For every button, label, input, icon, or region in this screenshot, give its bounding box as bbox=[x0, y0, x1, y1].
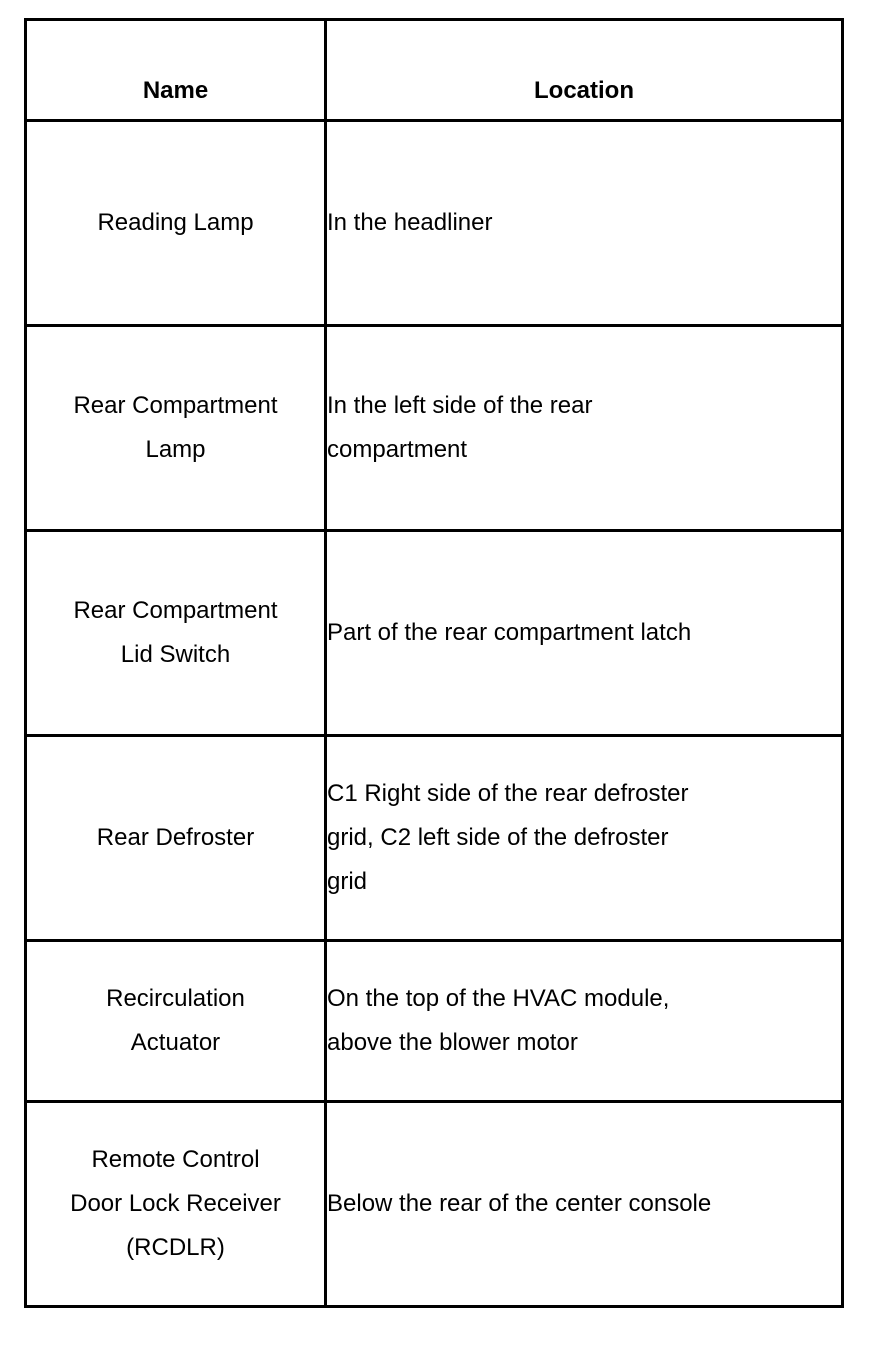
name-text: (RCDLR) bbox=[126, 1234, 225, 1261]
name-text: Recirculation bbox=[106, 985, 245, 1012]
header-location: Location bbox=[326, 20, 843, 121]
name-text: Door Lock Receiver bbox=[70, 1190, 281, 1217]
name-cell bbox=[26, 1102, 326, 1307]
name-text: Reading Lamp bbox=[97, 209, 254, 236]
location-text: Below the rear of the center console bbox=[327, 1190, 712, 1217]
name-text: Rear Defroster bbox=[96, 824, 255, 851]
name-text: Lamp bbox=[145, 436, 206, 463]
name-text: Remote Control bbox=[91, 1146, 260, 1173]
location-text: In the left side of the rear bbox=[327, 392, 593, 419]
table-row bbox=[26, 326, 843, 531]
location-cell bbox=[326, 326, 843, 531]
location-text: Part of the rear compartment latch bbox=[327, 619, 692, 646]
location-text: On the top of the HVAC module, bbox=[327, 985, 670, 1012]
name-cell bbox=[26, 531, 326, 736]
header-name: Name bbox=[26, 20, 326, 121]
location-text: compartment bbox=[327, 436, 468, 463]
location-cell bbox=[326, 941, 843, 1102]
name-cell bbox=[26, 121, 326, 326]
name-cell bbox=[26, 736, 326, 941]
location-cell bbox=[326, 121, 843, 326]
location-text: grid, C2 left side of the defroster bbox=[327, 824, 669, 851]
name-cell bbox=[26, 326, 326, 531]
location-text: grid bbox=[327, 868, 368, 895]
table-row bbox=[26, 531, 843, 736]
location-cell bbox=[326, 1102, 843, 1307]
table-row bbox=[26, 941, 843, 1102]
location-text: above the blower motor bbox=[327, 1029, 578, 1056]
table-header-row bbox=[26, 20, 843, 121]
name-cell bbox=[26, 941, 326, 1102]
table-row bbox=[26, 1102, 843, 1307]
name-text: Actuator bbox=[130, 1029, 221, 1056]
name-text: Rear Compartment bbox=[73, 392, 278, 419]
table-row bbox=[26, 736, 843, 941]
location-text: C1 Right side of the rear defroster bbox=[327, 780, 689, 807]
location-cell bbox=[326, 531, 843, 736]
component-location-table bbox=[24, 18, 844, 1308]
name-text: Lid Switch bbox=[120, 641, 231, 668]
table-row bbox=[26, 121, 843, 326]
location-cell bbox=[326, 736, 843, 941]
location-text: In the headliner bbox=[327, 209, 493, 236]
name-text: Rear Compartment bbox=[73, 597, 278, 624]
